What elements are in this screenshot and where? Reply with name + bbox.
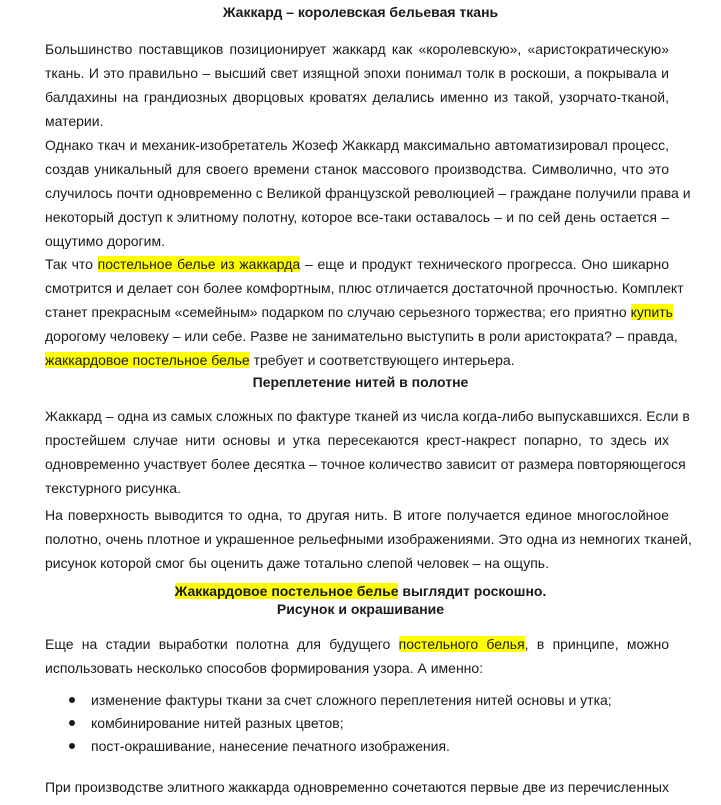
highlighted-link[interactable]: жаккардовое постельное белье <box>45 352 250 368</box>
paragraph-line <box>45 632 669 656</box>
paragraph-line: материи. <box>45 113 104 129</box>
list-item-text: пост-окрашивание, нанесение печатного изображения. <box>91 738 450 754</box>
list-item <box>45 711 685 734</box>
paragraph-line: смотрится и делает сон более комфортным, плюс отличается достаточной прочностью. Комплект <box>45 280 684 296</box>
paragraph-line <box>45 252 669 276</box>
paragraph-line: Однако ткач и механик-изобретатель Жозеф Жаккард максимально автоматизировал процесс, <box>45 137 669 153</box>
paragraph-line: ощутимо дорогим. <box>45 233 165 249</box>
section-subheading: Рисунок и окрашивание <box>276 601 445 617</box>
paragraph-line: На поверхность выводится то одна, то другая нить. В итоге получается единое многослойное <box>45 507 669 523</box>
paragraph-line <box>45 300 673 324</box>
paragraph-6 <box>45 632 669 680</box>
highlighted-link[interactable]: купить <box>630 304 673 320</box>
paragraph-line: ткань. И это правильно – высший свет изящной эпохи понимал толк в роскоши, а покрывала и <box>45 65 669 81</box>
paragraph-2 <box>45 133 691 253</box>
section-heading: Переплетение нитей в полотне <box>252 374 469 390</box>
bullet-icon <box>69 720 75 726</box>
text-run: – еще и продукт технического прогресса. Оно шикарно <box>300 256 670 272</box>
list-item <box>45 688 685 711</box>
highlighted-link[interactable]: Жаккардовое постельное белье <box>174 583 399 599</box>
paragraph-3 <box>45 252 684 372</box>
text-run: выглядит роскошно. <box>398 583 547 599</box>
section-heading <box>0 581 721 601</box>
paragraph-line: случилось почти одновременно с Великой французской революцией – граждане получили права и <box>45 185 691 201</box>
paragraph-line: создав уникальный для своего времени станок массового производства. Символично, что это <box>45 161 669 177</box>
document-title: Жаккард – королевская бельевая ткань <box>222 4 499 20</box>
bullet-icon <box>69 743 75 749</box>
paragraph-1 <box>45 37 669 133</box>
highlighted-link[interactable]: постельное белье из жаккарда <box>97 256 301 272</box>
paragraph-7 <box>45 775 669 799</box>
paragraph-line: рисунок которой смог бы оценить даже тотально слепой человек – на ощупь. <box>45 555 549 571</box>
paragraph-line: Жаккард – одна из самых сложных по фактуре тканей из числа когда-либо выпускавшихся. Если в <box>45 408 690 424</box>
paragraph-line: Большинство поставщиков позиционирует жаккард как «королевскую», «аристократическую» <box>45 41 669 57</box>
bullet-icon <box>69 697 75 703</box>
paragraph-line <box>45 348 669 372</box>
paragraph-line: дорогому человеку – или себе. Разве не занимательно выступить в роли аристократа? – правда, <box>45 328 678 344</box>
paragraph-4 <box>45 404 690 500</box>
text-run: , в принципе, можно <box>524 636 670 652</box>
list-item-text: изменение фактуры ткани за счет сложного переплетения нитей основы и утка; <box>91 692 612 708</box>
list-item <box>45 734 685 757</box>
paragraph-line: текстурного рисунка. <box>45 480 181 496</box>
paragraph-line: некоторый доступ к элитному полотну, которое все-таки оставалось – и по сей день остается – <box>45 209 669 225</box>
paragraph-line: балдахины на грандиозных дворцовых кроватях делались именно из такой, узорчато-тканой, <box>45 89 669 105</box>
paragraph-line: использовать несколько способов формирования узора. А именно: <box>45 660 484 676</box>
bullet-list <box>45 688 685 757</box>
paragraph-line: одновременно участвует более десятка – точное количество зависит от размера повторяющегося <box>45 456 686 472</box>
paragraph-line: При производстве элитного жаккарда одновременно сочетаются первые две из перечисленных <box>45 779 669 795</box>
text-run: Еще на стадии выработки полотна для будущего <box>45 636 399 652</box>
paragraph-line: полотно, очень плотное и украшенное рельефными изображениями. Это одна из немногих тканей, <box>45 531 692 547</box>
highlighted-link[interactable]: постельного белья <box>398 636 525 652</box>
paragraph-5 <box>45 503 692 575</box>
text-run: Так что <box>45 256 98 272</box>
text-run: требует и соответствующего интерьера. <box>249 352 515 368</box>
paragraph-line: простейшем случае нити основы и утка пересекаются крест-накрест попарно, то здесь их <box>45 432 669 448</box>
text-run: станет прекрасным «семейным» подарком по случаю серьезного торжества; его приятно <box>45 304 631 320</box>
list-item-text: комбинирование нитей разных цветов; <box>91 715 344 731</box>
